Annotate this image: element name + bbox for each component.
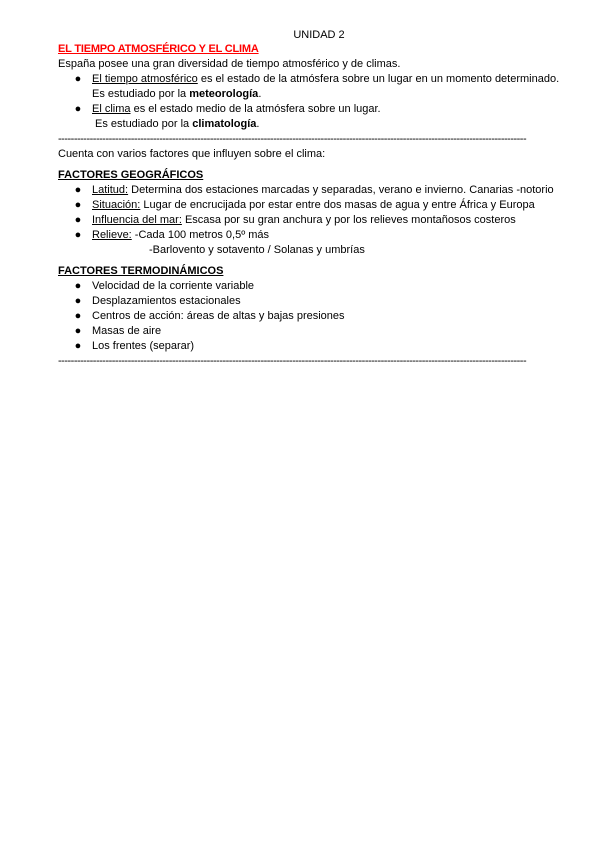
- list-item: [58, 309, 563, 324]
- bullet-icon: ●: [74, 295, 82, 307]
- definition-study: [58, 87, 563, 102]
- separator-line: ----------------------------------------------------------------------------------------------------------------------------------------------------: [58, 133, 527, 145]
- factor-text: -Cada 100 metros 0,5º más: [131, 229, 270, 241]
- factor-text: Masas de aire: [92, 325, 162, 337]
- list-item: [58, 324, 563, 339]
- bullet-icon: ●: [74, 340, 82, 352]
- definitions-list: [58, 72, 563, 87]
- separator-line: ----------------------------------------------------------------------------------------------------------------------------------------------------: [58, 355, 527, 367]
- bullet-icon: ●: [74, 325, 82, 337]
- definition-term: El clima: [92, 103, 131, 115]
- geo-heading: FACTORES GEOGRÁFICOS: [58, 169, 204, 181]
- definition-text: es el estado de la atmósfera sobre un lugar en un momento determinado.: [197, 73, 560, 85]
- document-title: EL TIEMPO ATMOSFÉRICO Y EL CLIMA: [58, 43, 259, 55]
- list-item: [58, 279, 563, 294]
- study-term: climatología: [192, 118, 257, 130]
- definition-study: [58, 117, 563, 132]
- thermo-heading: FACTORES TERMODINÁMICOS: [58, 265, 224, 277]
- bullet-icon: ●: [74, 310, 82, 322]
- study-suffix: .: [256, 118, 260, 130]
- list-item: [58, 183, 563, 198]
- list-item: [58, 72, 563, 87]
- factor-term: Relieve:: [92, 229, 132, 241]
- factors-intro: Cuenta con varios factores que influyen sobre el clima:: [58, 148, 326, 160]
- factor-text: Desplazamientos estacionales: [92, 295, 241, 307]
- document-body: [58, 42, 563, 369]
- definition-text: es el estado medio de la atmósfera sobre un lugar.: [130, 103, 381, 115]
- list-item: [58, 198, 563, 213]
- factor-text: Centros de acción: áreas de altas y bajas presiones: [92, 310, 345, 322]
- bullet-icon: ●: [74, 199, 82, 211]
- study-prefix: Es estudiado por la: [92, 88, 190, 100]
- list-item: [58, 102, 563, 117]
- unit-header: UNIDAD 2: [293, 29, 345, 41]
- thermo-factors-list: [58, 279, 563, 354]
- factor-term: Latitud:: [92, 184, 129, 196]
- list-item: [58, 228, 563, 243]
- bullet-icon: ●: [74, 214, 82, 226]
- geo-factors-list: [58, 183, 563, 243]
- bullet-icon: ●: [74, 184, 82, 196]
- intro-text: España posee una gran diversidad de tiempo atmosférico y de climas.: [58, 58, 401, 70]
- factor-text: Determina dos estaciones marcadas y separadas, verano e invierno. Canarias -notorio: [128, 184, 554, 196]
- bullet-icon: ●: [74, 229, 82, 241]
- study-suffix: .: [258, 88, 262, 100]
- factor-text: Lugar de encrucijada por estar entre dos masas de agua y entre África y Europa: [140, 199, 535, 211]
- factor-text: Los frentes (separar): [92, 340, 195, 352]
- list-item: [58, 339, 563, 354]
- definition-term: El tiempo atmosférico: [92, 73, 198, 85]
- factor-term: Situación:: [92, 199, 141, 211]
- study-term: meteorología: [189, 88, 259, 100]
- bullet-icon: ●: [74, 280, 82, 292]
- factor-term: Influencia del mar:: [92, 214, 182, 226]
- list-item: [58, 294, 563, 309]
- study-prefix: Es estudiado por la: [95, 118, 193, 130]
- factor-text: Escasa por su gran anchura y por los relieves montañosos costeros: [181, 214, 516, 226]
- definitions-list: [58, 102, 563, 117]
- relieve-extra: -Barlovento y sotavento / Solanas y umbrías: [149, 244, 365, 256]
- list-item: [58, 213, 563, 228]
- factor-text: Velocidad de la corriente variable: [92, 280, 255, 292]
- bullet-icon: ●: [74, 103, 82, 115]
- bullet-icon: ●: [74, 73, 82, 85]
